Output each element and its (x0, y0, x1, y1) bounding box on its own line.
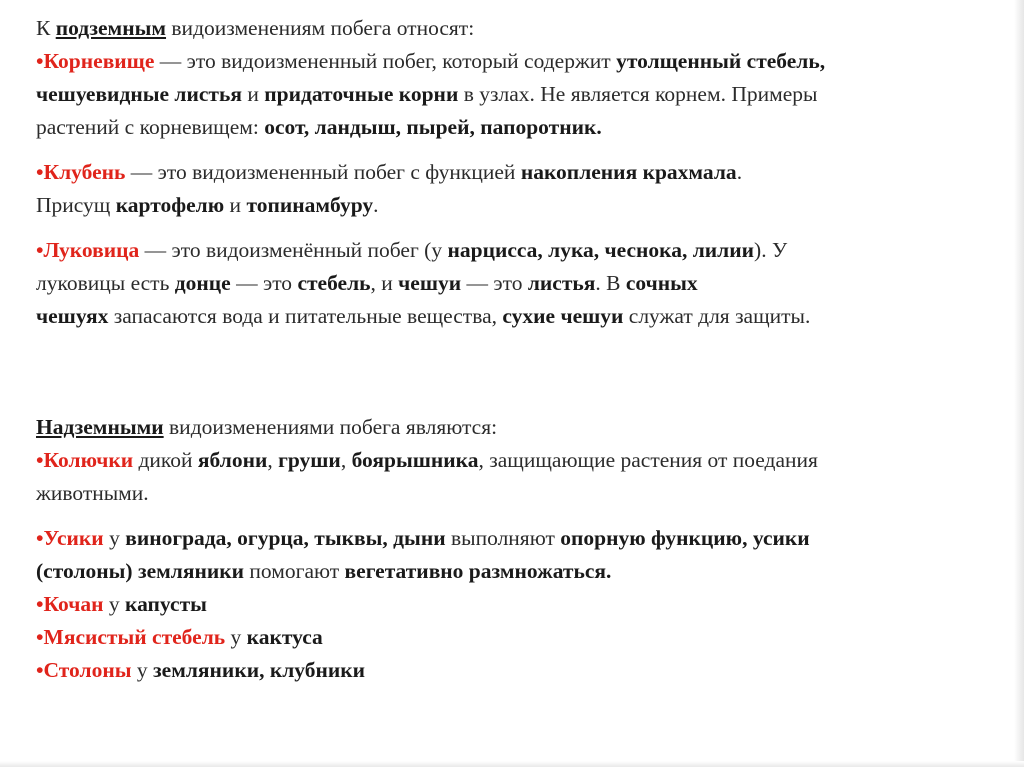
bullet-icon: • (36, 625, 44, 649)
bullet-icon: • (36, 448, 44, 472)
term-stolons: Столоны (43, 658, 132, 682)
term-head: Кочан (43, 592, 104, 616)
bulb-paragraph: •Луковица — это видоизменённый побег (у нарцисса, лука, чеснока, лилии). У луковицы есть донце — это стебель, и чешуи — это листья. В сочных чешуях запасаются вода и питательные вещества, сухие чешуи служат для защиты. (36, 238, 811, 328)
tuber-paragraph: •Клубень — это видоизмененный побег с функцией накопления крахмала. Присущ картофелю и топинамбуру. (36, 160, 743, 217)
bullet-icon: • (36, 160, 44, 184)
slide-content (36, 12, 986, 687)
underground-heading: подземным (55, 16, 167, 40)
term-rhizome: Корневище (43, 49, 155, 73)
thorns-paragraph: •Колючки дикой яблони, груши, боярышника, защищающие растения от поедания животными. (36, 448, 818, 505)
term-tuber: Клубень (43, 160, 126, 184)
fleshy-stem-line: •Мясистый стебель у кактуса (36, 625, 323, 649)
term-thorns: Колючки (43, 448, 134, 472)
slide-edge-shadow-right (1014, 0, 1024, 767)
slide-edge-shadow-bottom (0, 761, 1024, 767)
term-fleshy-stem: Мясистый стебель (43, 625, 226, 649)
underground-intro: К подземным видоизменениям побега относят: (36, 16, 475, 40)
term-bulb: Луковица (43, 238, 140, 262)
stolons-line: •Столоны у земляники, клубники (36, 658, 366, 682)
term-tendrils: Усики (43, 526, 104, 550)
bullet-icon: • (36, 526, 44, 550)
aboveground-intro: Надземными видоизменениями побега являются: (36, 415, 498, 439)
rhizome-paragraph: •Корневище — это видоизмененный побег, который содержит утолщенный стебель, чешуевидные листья и придаточные корни в узлах. Не является корнем. Примеры растений с корневищем: осот, ландыш, пырей, папоротник. (36, 49, 826, 139)
bullet-icon: • (36, 592, 44, 616)
bullet-icon: • (36, 238, 44, 262)
head-line: •Кочан у капусты (36, 592, 207, 616)
bullet-icon: • (36, 658, 44, 682)
bullet-icon: • (36, 49, 44, 73)
aboveground-heading: Надземными (36, 415, 164, 439)
tendrils-paragraph: •Усики у винограда, огурца, тыквы, дыни выполняют опорную функцию, усики (столоны) земляники помогают вегетативно размножаться. (36, 526, 810, 583)
